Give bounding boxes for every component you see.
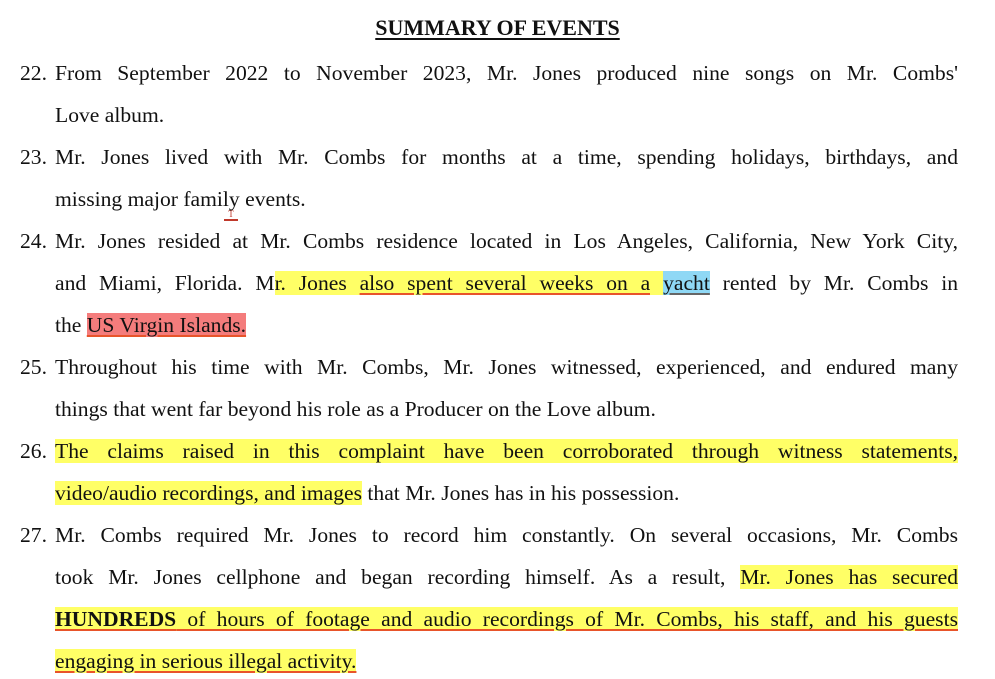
text-line	[55, 604, 958, 634]
highlighted-text: engaging in serious illegal activity.	[55, 649, 357, 673]
highlighted-text	[650, 271, 663, 295]
paragraph-number: 23.	[20, 145, 47, 169]
text-line	[55, 100, 164, 130]
text-run: rented by Mr. Combs in	[709, 271, 958, 295]
highlighted-text: also spent several weeks on a	[359, 271, 651, 295]
highlighted-text: HUNDREDS	[55, 607, 177, 631]
highlighted-text: of hours of footage and audio recordings of Mr. Combs, his staff, and his guests	[176, 607, 958, 631]
paragraph-number: 22.	[20, 61, 47, 85]
text-line	[55, 310, 246, 340]
highlighted-text: US Virgin Islands.	[86, 313, 247, 337]
text-run: things that went far beyond his role as a Producer on the Love album.	[55, 397, 656, 421]
text-line	[55, 352, 958, 382]
highlighted-text: The claims raised in this complaint have been corroborated through witness statements,	[55, 439, 958, 463]
text-run: From September 2022 to November 2023, Mr. Jones produced nine songs on Mr. Combs'	[55, 61, 958, 85]
text-line	[55, 142, 958, 172]
paragraph-number: 24.	[20, 229, 47, 253]
text-line	[55, 394, 656, 424]
text-line	[55, 562, 958, 592]
text-line	[55, 58, 958, 88]
text-line	[55, 436, 958, 466]
text-run: Mr. Jones resided at Mr. Combs residence located in Los Angeles, California, New York City,	[55, 229, 958, 253]
paragraph-number: 25.	[20, 355, 47, 379]
text-run: Mr. Jones lived with Mr. Combs for months at a time, spending holidays, birthdays, and	[55, 145, 958, 169]
text-line	[55, 184, 306, 214]
text-line	[55, 268, 958, 298]
highlighted-text: video/audio recordings, and images	[55, 481, 363, 505]
text-run: Mr. Combs required Mr. Jones to record him constantly. On several occasions, Mr. Combs	[55, 523, 958, 547]
text-line	[55, 226, 958, 256]
page-title: SUMMARY OF EVENTS	[375, 15, 620, 40]
text-cursor-icon: T	[224, 209, 238, 221]
paragraph-number: 27.	[20, 523, 47, 547]
highlighted-text: r. Jones	[274, 271, 360, 295]
highlighted-text: yacht	[663, 271, 710, 295]
text-run: and Miami, Florida. M	[55, 271, 275, 295]
text-line	[55, 478, 679, 508]
text-run: the	[55, 313, 87, 337]
text-run: took Mr. Jones cellphone and began recording himself. As a result,	[55, 565, 741, 589]
text-line	[55, 646, 356, 676]
text-run: missing major family events.	[55, 187, 306, 211]
highlighted-text: Mr. Jones has secured	[740, 565, 958, 589]
text-run: Love album.	[55, 103, 165, 127]
text-run: Throughout his time with Mr. Combs, Mr. Jones witnessed, experienced, and endured many	[55, 355, 958, 379]
text-run: that Mr. Jones has in his possession.	[362, 481, 680, 505]
text-line	[55, 520, 958, 550]
paragraph-number: 26.	[20, 439, 47, 463]
